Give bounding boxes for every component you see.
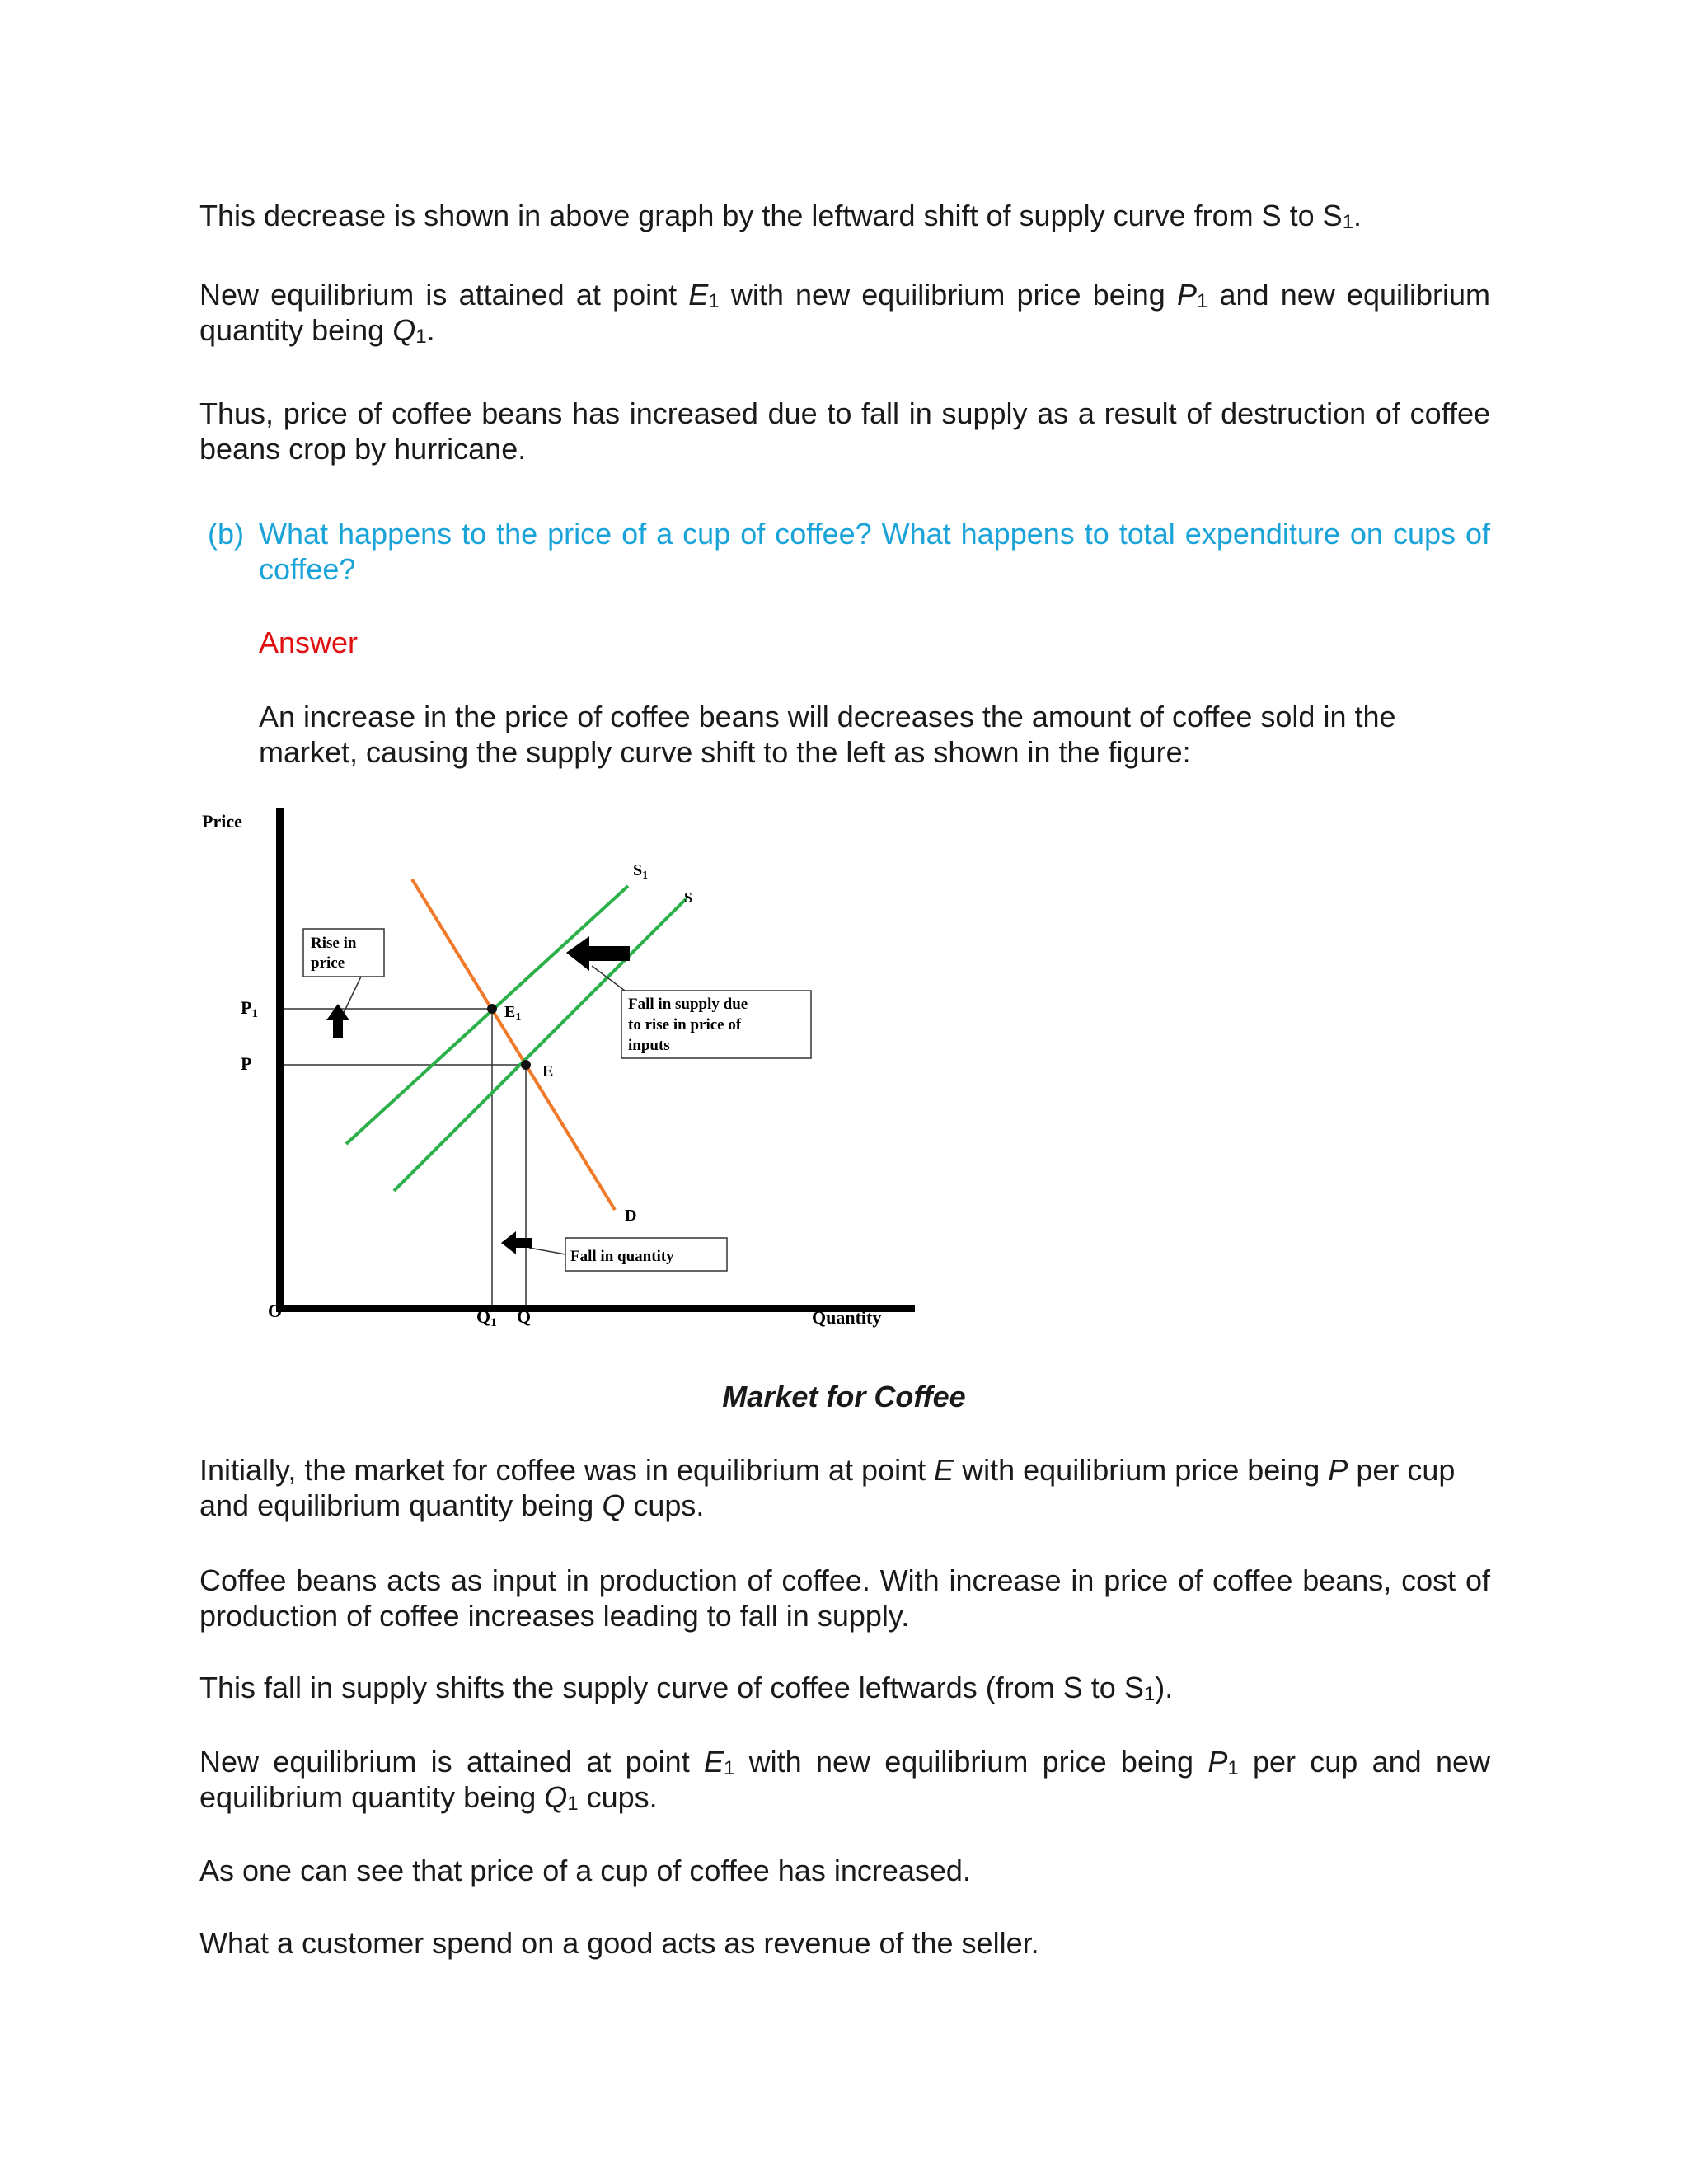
label-e: E	[542, 1062, 554, 1080]
supply-curve-s1	[346, 886, 628, 1144]
rise-in-price-line1: Rise in	[311, 935, 357, 952]
demand-curve-d	[412, 879, 615, 1210]
question-text: What happens to the price of a cup of coffee? What happens to total expenditure on cups of coffee?	[259, 517, 1490, 586]
fall-in-supply-line2: to rise in price of	[628, 1016, 742, 1033]
small-left-arrow-icon	[501, 1231, 532, 1254]
paragraph-supply-curve-shift: This fall in supply shifts the supply curve of coffee leftwards (from S to $S_1$).	[199, 1671, 1174, 1705]
paragraph-price-cup-increased: As one can see that price of a cup of coffee has increased.	[199, 1854, 971, 1887]
question-label: (b)	[208, 517, 244, 551]
equilibrium-e1-dot	[487, 1004, 497, 1014]
paragraph-coffee-beans-input: Coffee beans acts as input in production of coffee. With increase in price of coffee beans, cost of production of coffee increases leading to fall in supply.	[199, 1563, 1490, 1633]
paragraph-new-equilibrium: New equilibrium is attained at point $E_1$ with new equilibrium price being $P_1$ and new equilibrium quantity being $Q_1$.	[199, 278, 1490, 348]
paragraph-customer-spend: What a customer spend on a good acts as revenue of the seller.	[199, 1926, 1039, 1960]
rise-in-price-line2: price	[311, 954, 345, 972]
label-s1: $S_1$	[633, 861, 649, 882]
fall-in-quantity-label: Fall in quantity	[570, 1248, 674, 1265]
rise-in-price-pointer	[341, 977, 361, 1018]
tick-q1: Q1	[476, 1306, 497, 1329]
y-axis	[276, 808, 284, 1312]
fall-in-quantity-pointer	[529, 1248, 565, 1254]
y-axis-label: Price	[202, 811, 242, 832]
paragraph-answer-intro: An increase in the price of coffee beans will decreases the amount of coffee sold in the market, causing the supply curve shift to the left as shown in the figure:	[259, 700, 1396, 769]
x-axis-label: Quantity	[812, 1307, 882, 1328]
paragraph-new-equilibrium-cups: New equilibrium is attained at point $E_1$ with new equilibrium price being $P_1$ per cup and new equilibrium quantity being $Q_1$ cups.	[199, 1745, 1490, 1815]
answer-label: Answer	[259, 626, 359, 659]
label-s: S	[684, 889, 693, 906]
paragraph-supply-shift: This decrease is shown in above graph by the leftward shift of supply curve from S to $S_1$.	[199, 199, 1362, 233]
label-d: D	[625, 1207, 637, 1225]
origin-label: O	[268, 1301, 283, 1321]
fall-in-supply-line3: inputs	[628, 1037, 670, 1054]
equilibrium-e-dot	[521, 1060, 531, 1070]
chart-caption: Market for Coffee	[722, 1380, 966, 1413]
market-for-coffee-chart	[190, 799, 931, 1343]
paragraph-initial-equilibrium: Initially, the market for coffee was in equilibrium at point E with equilibrium price being P per cup and equilibrium quantity being Q cups.	[199, 1453, 1456, 1522]
label-e1: $E_1$	[504, 1003, 522, 1024]
tick-p1: P1	[241, 997, 258, 1020]
paragraph-price-increase: Thus, price of coffee beans has increased due to fall in supply as a result of destruction of coffee beans crop by hurricane.	[199, 396, 1490, 466]
tick-p: P	[241, 1053, 252, 1074]
fall-in-supply-line1: Fall in supply due	[628, 996, 748, 1013]
tick-q: Q	[517, 1306, 532, 1327]
